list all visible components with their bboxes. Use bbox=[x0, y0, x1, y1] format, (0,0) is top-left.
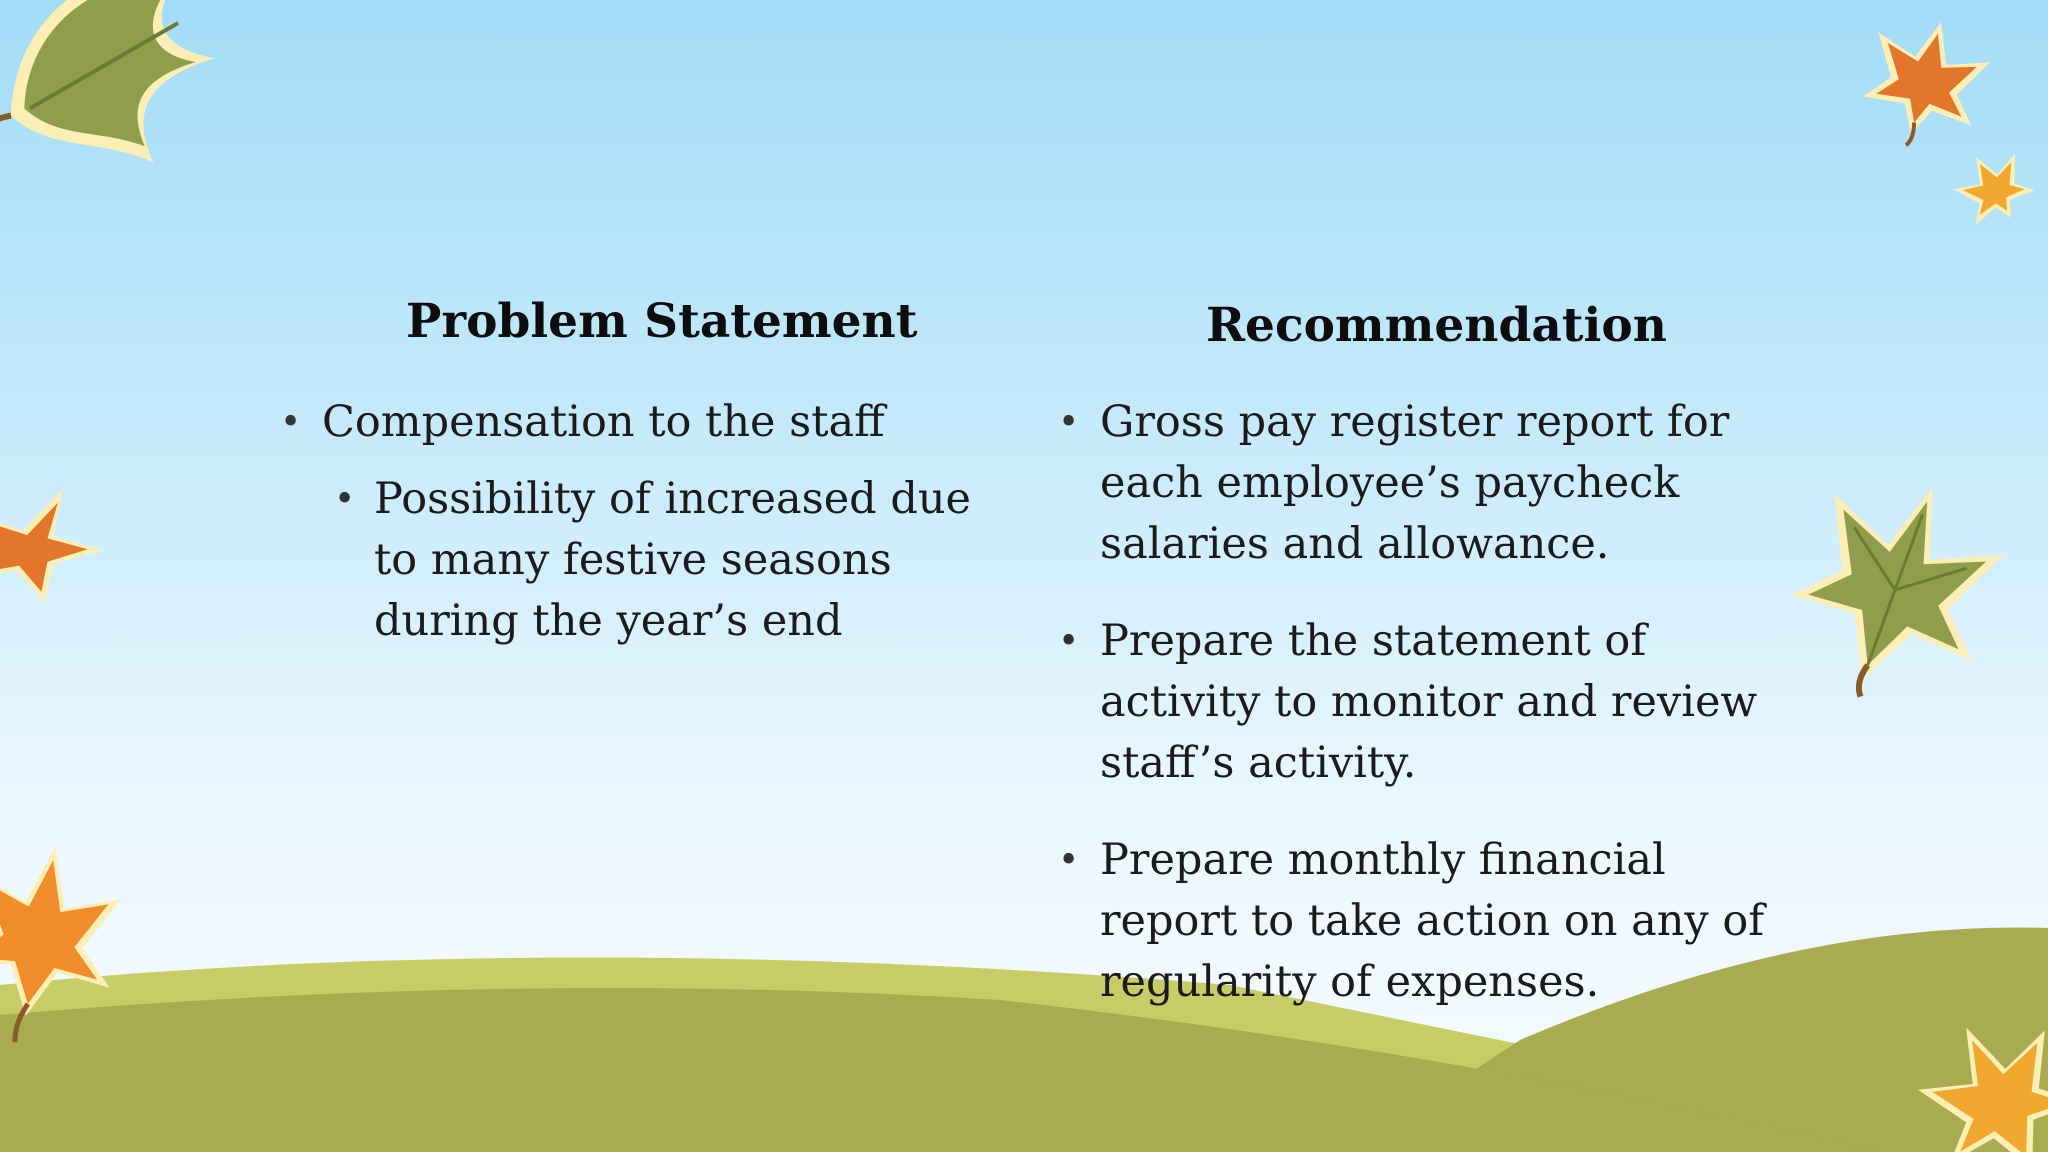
leaf-orange-top-right-icon bbox=[1852, 7, 1997, 161]
recommendation-list bbox=[1058, 392, 1778, 1049]
recommendation-heading: Recommendation bbox=[1206, 298, 1667, 353]
problem-statement-list bbox=[280, 392, 1000, 688]
list-item: • Gross pay register report for each employee’s paycheck salaries and allowance. bbox=[1058, 392, 1778, 575]
list-item: • Prepare the statement of activity to monitor and review staff’s activity. bbox=[1058, 611, 1778, 794]
list-item: • Prepare monthly financial report to take action on any of regularity of expenses. bbox=[1058, 830, 1778, 1013]
list-item: • Compensation to the staff bbox=[280, 392, 1000, 453]
leaf-yellow-top-right-icon bbox=[1945, 139, 2042, 236]
leaf-green-top-left-icon bbox=[0, 0, 268, 243]
problem-statement-heading: Problem Statement bbox=[406, 294, 918, 349]
leaf-green-right-icon bbox=[1766, 454, 2022, 728]
list-item: • Possibility of increased due to many festive seasons during the year’s end bbox=[334, 469, 1000, 652]
leaf-orange-left-icon bbox=[0, 475, 113, 624]
